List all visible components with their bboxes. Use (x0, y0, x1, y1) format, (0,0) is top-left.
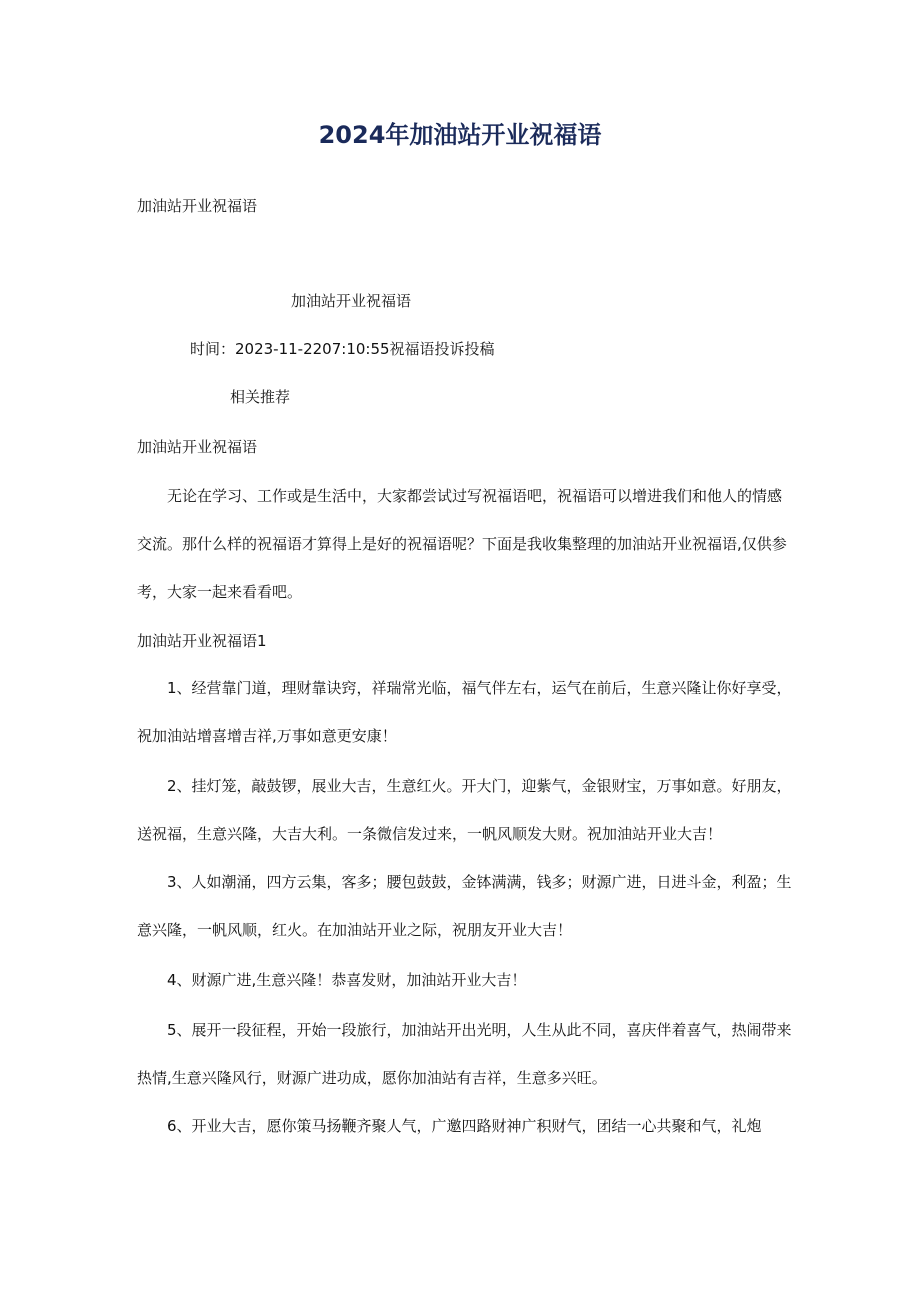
meta-line: 时间：2023-11-2207:10:55祝福语投诉投稿 (190, 340, 495, 358)
list-item: 4、财源广进,生意兴隆！恭喜发财，加油站开业大吉！ (167, 971, 527, 989)
related-label: 相关推荐 (230, 388, 291, 406)
list-item: 6、开业大吉，愿你策马扬鞭齐聚人气，广邀四路财神广积财气，团结一心共聚和气，礼炮 (167, 1117, 762, 1135)
subtitle: 加油站开业祝福语 (137, 197, 258, 215)
list-item: 2、挂灯笼，敲鼓锣，展业大吉，生意红火。开大门，迎紫气，金银财宝，万事如意。好朋友，送祝福，生意兴隆，大吉大利。一条微信发过来，一帆风顺发大财。祝加油站开业大吉！ (137, 777, 792, 843)
list-item: 1、经营靠门道，理财靠诀窍，祥瑞常光临，福气伴左右，运气在前后，生意兴隆让你好享受，祝加油站增喜增吉祥,万事如意更安康！ (137, 679, 792, 745)
intro-paragraph: 无论在学习、工作或是生活中，大家都尝试过写祝福语吧，祝福语可以增进我们和他人的情感交流。那什么样的祝福语才算得上是好的祝福语呢？下面是我收集整理的加油站开业祝福语,仅供参考，大家一起来看看吧。 (137, 487, 787, 601)
inner-title: 加油站开业祝福语 (291, 292, 412, 310)
list-item: 3、人如潮涌，四方云集，客多；腰包鼓鼓，金钵满满，钱多；财源广进，日进斗金，利盈；生意兴隆，一帆风顺，红火。在加油站开业之际，祝朋友开业大吉！ (137, 873, 792, 939)
part-heading: 加油站开业祝福语1 (137, 632, 267, 650)
document-title: 2024年加油站开业祝福语 (318, 121, 602, 149)
section-heading: 加油站开业祝福语 (137, 438, 258, 456)
list-item: 5、展开一段征程，开始一段旅行，加油站开出光明，人生从此不同，喜庆伴着喜气，热闹带来热情,生意兴隆风行，财源广进功成，愿你加油站有吉祥，生意多兴旺。 (137, 1021, 792, 1087)
